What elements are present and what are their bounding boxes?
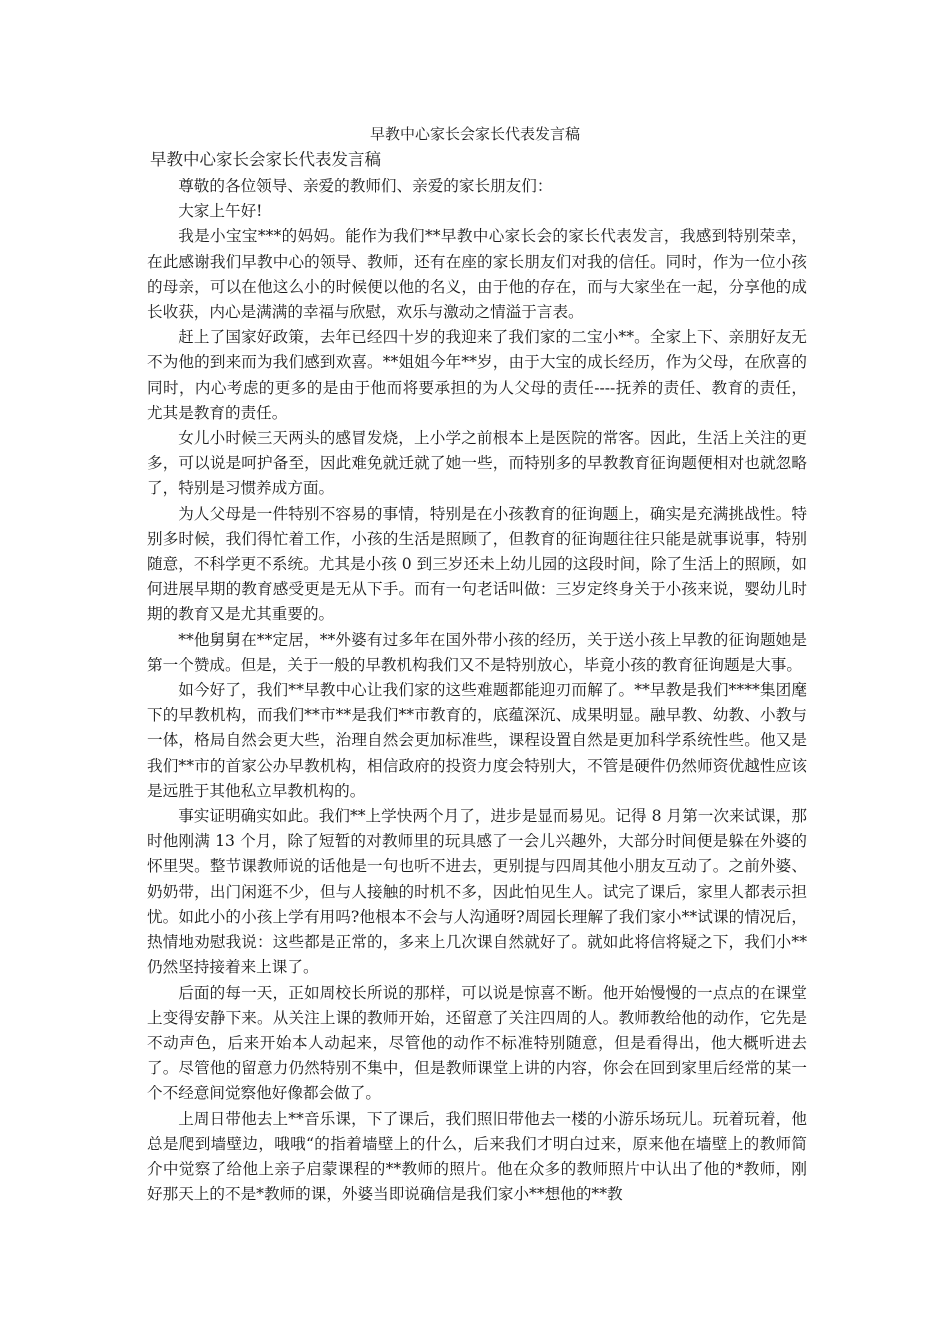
document-body	[147, 174, 807, 1207]
paragraph: **他舅舅在**定居，**外婆有过多年在国外带小孩的经历，关于送小孩上早教的征询题她是第一个赞成。但是，关于一般的早教机构我们又不是特别放心，毕竟小孩的教育征询题是大事。	[147, 630, 807, 674]
paragraph: 后面的每一天，正如周校长所说的那样，可以说是惊喜不断。他开始慢慢的一点点的在课堂上变得安静下来。从关注上课的教师开始，还留意了关注四周的人。教师教给他的动作，它先是不动声色，后来开始本人动起来，尽管他的动作不标准特别随意，但是看得出，他大概听进去了。尽管他的留意力仍然特别不集中，但是教师课堂上讲的内容，你会在回到家里后经常的某一个不经意间觉察他好像都会做了。	[147, 983, 807, 1103]
document-subtitle: 早教中心家长会家长代表发言稿	[150, 150, 381, 169]
paragraph: 事实证明确实如此。我们**上学快两个月了，进步是显而易见。记得 8 月第一次来试课，那时他刚满 13 个月，除了短暂的对教师里的玩具感了一会儿兴趣外，大部分时间便是躲在外婆的怀里哭。整节课教师说的话他是一句也听不进去，更别提与四周其他小朋友互动了。之前外婆、奶奶带，出门闲逛不少，但与人接触的时机不多，因此怕见生人。试完了课后，家里人都表示担忧。如此小的小孩上学有用吗?他根本不会与人沟通呀?周园长理解了我们家小**试课的情况后，热情地劝慰我说：这些都是正常的，多来上几次课自然就好了。就如此将信将疑之下，我们小**仍然坚持接着来上课了。	[147, 807, 807, 977]
paragraph-salutation: 尊敬的各位领导、亲爱的教师们、亲爱的家长朋友们：	[178, 177, 553, 195]
paragraph: 上周日带他去上**音乐课，下了课后，我们照旧带他去一楼的小游乐场玩儿。玩着玩着，他总是爬到墙壁边，哦哦“的指着墙壁上的什么，后来我们才明白过来，原来他在墙壁上的教师简介中觉察了给他上亲子启蒙课程的**教师的照片。他在众多的教师照片中认出了他的*教师，刚好那天上的不是*教师的课，外婆当即说确信是我们家小**想他的**教	[147, 1109, 807, 1204]
paragraph: 女儿小时候三天两头的感冒发烧，上小学之前根本上是医院的常客。因此，生活上关注的更多，可以说是呵护备至，因此难免就迁就了她一些，而特别多的早教教育征询题便相对也就忽略了，特别是习惯养成方面。	[147, 429, 807, 498]
paragraph: 赶上了国家好政策，去年已经四十岁的我迎来了我们家的二宝小**。全家上下、亲朋好友无不为他的到来而为我们感到欢喜。**姐姐今年**岁，由于大宝的成长经历，作为父母，在欣喜的同时，内心考虑的更多的是由于他而将要承担的为人父母的责任----抚养的责任、教育的责任，尤其是教育的责任。	[147, 328, 807, 422]
paragraph: 我是小宝宝***的妈妈。能作为我们**早教中心家长会的家长代表发言，我感到特别荣幸，在此感谢我们早教中心的领导、教师，还有在座的家长朋友们对我的信任。同时，作为一位小孩的母亲，可以在他这么小的时候便以他的名义，由于他的存在，而与大家坐在一起，分享他的成长收获，内心是满满的幸福与欣慰，欢乐与激动之情溢于言表。	[147, 227, 807, 322]
paragraph: 为人父母是一件特别不容易的事情，特别是在小孩教育的征询题上，确实是充满挑战性。特别多时候，我们得忙着工作，小孩的生活是照顾了，但教育的征询题往往只能是就事说事，特别随意，不科学更不系统。尤其是小孩 0 到三岁还未上幼儿园的这段时间，除了生活上的照顾，如何进展早期的教育感受更是无从下手。而有一句老话叫做：三岁定终身关于小孩来说，婴幼儿时期的教育又是尤其重要的。	[147, 504, 807, 624]
document-title: 早教中心家长会家长代表发言稿	[369, 125, 580, 143]
paragraph: 如今好了，我们**早教中心让我们家的这些难题都能迎刃而解了。**早教是我们****集团麾下的早教机构，而我们**市**是我们**市教育的，底蕴深沉、成果明显。融早教、幼教、小教与一体，格局自然会更大些，治理自然会更加标准些，课程设置自然是更加科学系统性些。他又是我们**市的首家公办早教机构，相信政府的投资力度会特别大，不管是硬件仍然师资优越性应该是远胜于其他私立早教机构的。	[147, 681, 807, 800]
paragraph-greeting: 大家上午好!	[178, 202, 263, 221]
